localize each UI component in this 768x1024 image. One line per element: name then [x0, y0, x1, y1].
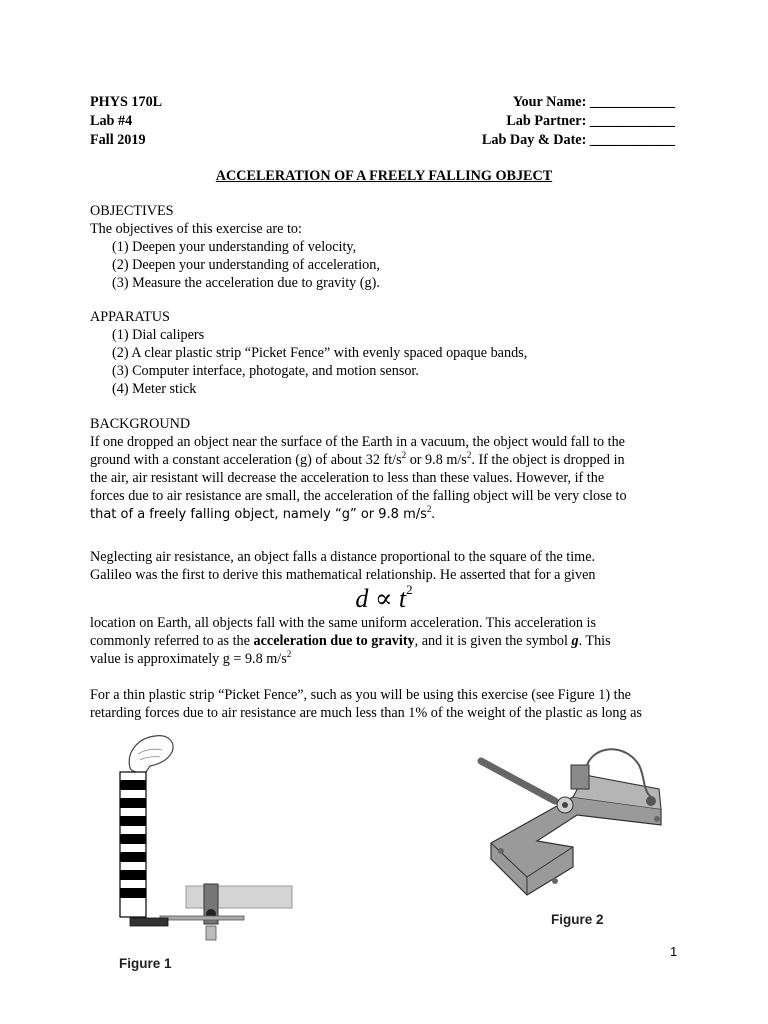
course-info [90, 93, 162, 150]
name-field-label: Your Name: ____________ [512, 94, 675, 110]
term: Fall 2019 [90, 132, 146, 148]
paragraph-line: commonly referred to as the acceleration due to gravity, and it is given the symbol g. This [90, 633, 611, 649]
background-section [90, 415, 690, 523]
paragraph-line: retarding forces due to air resistance are much less than 1% of the weight of the plastic as long as [90, 705, 642, 721]
student-info [482, 93, 675, 150]
apparatus-section [90, 308, 690, 398]
page-number: 1 [670, 944, 678, 959]
course-code: PHYS 170L [90, 94, 163, 110]
photogate-background-block [186, 886, 292, 908]
photogate-frame-icon [491, 797, 661, 895]
paragraph-line: forces due to air resistance are small, the acceleration of the falling object will be very close to [90, 488, 627, 504]
hand-icon [129, 736, 173, 773]
figure-1-illustration [110, 730, 310, 945]
apparatus-item: (1) Dial calipers [112, 327, 205, 343]
apparatus-heading: APPARATUS [90, 309, 170, 325]
figure-2-illustration [475, 735, 675, 905]
document-title: ACCELERATION OF A FREELY FALLING OBJECT [215, 168, 553, 184]
objective-item: (3) Measure the acceleration due to gravity (g). [112, 275, 380, 291]
paragraph-line: If one dropped an object near the surface of the Earth in a vacuum, the object would fall to the [90, 434, 625, 450]
paragraph-line: Neglecting air resistance, an object falls a distance proportional to the square of the time. [90, 549, 596, 565]
paragraph-galileo [90, 548, 690, 584]
objective-item: (2) Deepen your understanding of acceleration, [112, 257, 380, 273]
paragraph-line: For a thin plastic strip “Picket Fence”, such as you will be using this exercise (see Figure 1) the [90, 687, 631, 703]
paragraph-line: Galileo was the first to derive this mathematical relationship. He asserted that for a given [90, 567, 596, 583]
paragraph-line: that of a freely falling object, namely “g” or 9.8 $m/s^2$. [90, 504, 435, 522]
figure-2-caption: Figure 2 [551, 912, 604, 927]
paragraph-line: location on Earth, all objects fall with the same uniform acceleration. This acceleration is [90, 615, 596, 631]
date-field-label: Lab Day & Date: ____________ [481, 132, 675, 148]
background-heading: BACKGROUND [90, 416, 191, 432]
objectives-section [90, 202, 690, 292]
paragraph-picket-fence [90, 686, 690, 722]
objectives-heading: OBJECTIVES [90, 203, 174, 219]
proportionality-formula: $d \propto t^2$ [355, 582, 413, 613]
paragraph-line: ground with a constant acceleration (g) of about 32 $ft/s^2$ or 9.8 $m/s^2$. If the object is dropped in [90, 450, 625, 468]
objective-item: (1) Deepen your understanding of velocity, [112, 239, 357, 255]
apparatus-item: (2) A clear plastic strip “Picket Fence” with evenly spaced opaque bands, [112, 345, 528, 361]
figure-1-caption: Figure 1 [119, 956, 172, 971]
lab-number: Lab #4 [90, 113, 133, 129]
support-rod [481, 761, 555, 801]
apparatus-item: (3) Computer interface, photogate, and motion sensor. [112, 363, 419, 379]
paragraph-line: the air, air resistant will decrease the acceleration to less than these values. However, if the [90, 470, 605, 486]
objectives-intro: The objectives of this exercise are to: [90, 221, 302, 237]
paragraph-line: value is approximately g = 9.8 $m/s^2$ [90, 649, 292, 667]
apparatus-item: (4) Meter stick [112, 381, 197, 397]
partner-field-label: Lab Partner: ____________ [506, 113, 675, 129]
paragraph-gravity [90, 614, 690, 668]
